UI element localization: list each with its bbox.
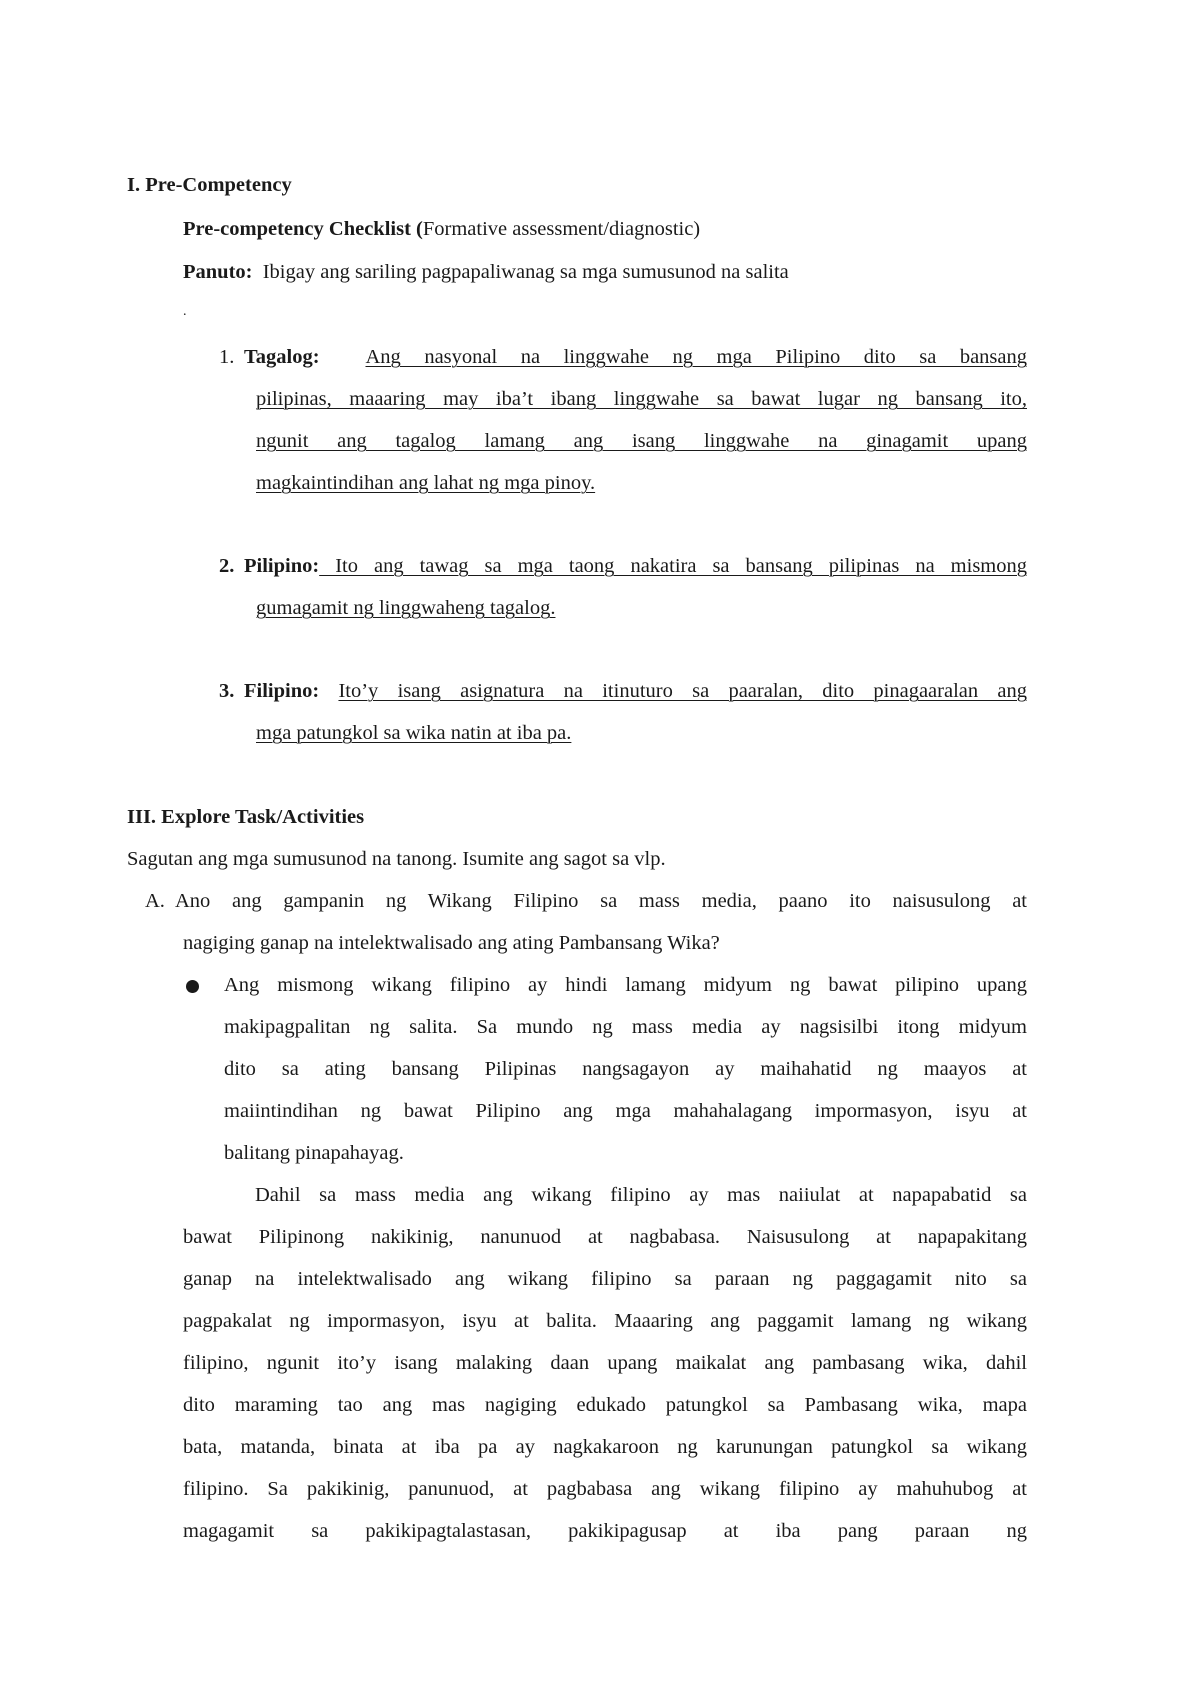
question-letter: A. (145, 890, 165, 912)
item-pilipino-text-2: gumagamit ng linggwaheng tagalog. (256, 597, 556, 619)
paragraph-text-5: filipino, ngunit ito’y isang malaking daan upang maikalat ang pambasang wika, dahil (183, 1352, 1027, 1374)
item-number-3: 3. (219, 680, 235, 702)
item-pilipino-line-1 (244, 555, 1027, 578)
item-tagalog-line-3 (256, 430, 1027, 453)
paragraph-text-2: bawat Pilipinong nakikinig, nanunuod at nagbabasa. Naisusulong at napapakitang (183, 1226, 1027, 1248)
item-filipino-text-2: mga patungkol sa wika natin at iba pa. (256, 722, 572, 744)
item-pilipino-text-1: Ito ang tawag sa mga taong nakatira sa bansang pilipinas na mismong (319, 555, 1027, 577)
paragraph-text-7: bata, matanda, binata at iba pa ay nagkakaroon ng karunungan patungkol sa wikang (183, 1436, 1027, 1458)
bullet-text-2: makipagpalitan ng salita. Sa mundo ng mass media ay nagsisilbi itong midyum (224, 1016, 1027, 1038)
checklist-label: Pre-competency Checklist ( (183, 218, 423, 240)
paragraph-text-4: pagpakalat ng impormasyon, isyu at balita. Maaaring ang paggamit lamang ng wikang (183, 1310, 1027, 1332)
bullet-icon (186, 980, 199, 993)
item-tagalog-text-1: Ang nasyonal na linggwahe ng mga Pilipino dito sa bansang (365, 346, 1027, 368)
paragraph-text-6: dito maraming tao ang mas nagiging edukado patungkol sa Pambasang wika, mapa (183, 1394, 1027, 1416)
item-number-1: 1. (219, 346, 235, 368)
paragraph-text-8: filipino. Sa pakikinig, panunuod, at pagbabasa ang wikang filipino ay mahuhubog at (183, 1478, 1027, 1500)
item-term-pilipino: Pilipino: (244, 555, 320, 577)
item-tagalog-line-1 (244, 346, 1027, 369)
bullet-line-4 (224, 1100, 1027, 1123)
checklist-description: Formative assessment/diagnostic) (422, 218, 701, 240)
bullet-line-2 (224, 1016, 1027, 1039)
explore-instruction: Sagutan ang mga sumusunod na tanong. Isumite ang sagot sa vlp. (127, 848, 666, 870)
item-number-2: 2. (219, 555, 235, 577)
bullet-text-3: dito sa ating bansang Pilipinas nangsagayon ay maihahatid ng maayos at (224, 1058, 1027, 1080)
item-filipino-text-1: Ito’y isang asignatura na itinuturo sa paaralan, dito pinagaaralan ang (338, 680, 1027, 702)
item-tagalog-text-2: pilipinas, maaaring may iba’t ibang linggwahe sa bawat lugar ng bansang ito, (256, 388, 1027, 410)
checklist-line (183, 218, 700, 241)
paragraph-line-4 (183, 1310, 1027, 1333)
bullet-line-1 (224, 974, 1027, 997)
item-term-filipino: Filipino: (244, 680, 320, 702)
bullet-text-4: maiintindihan ng bawat Pilipino ang mga mahahalagang impormasyon, isyu at (224, 1100, 1027, 1122)
paragraph-line-2 (183, 1226, 1027, 1249)
paragraph-line-8 (183, 1478, 1027, 1501)
paragraph-line-1 (255, 1184, 1027, 1207)
question-text-2: nagiging ganap na intelektwalisado ang ating Pambansang Wika? (183, 932, 720, 954)
item-filipino-line-1 (244, 680, 1027, 703)
paragraph-line-6 (183, 1394, 1027, 1417)
paragraph-line-3 (183, 1268, 1027, 1291)
item-term-tagalog: Tagalog: (244, 346, 320, 368)
paragraph-line-7 (183, 1436, 1027, 1459)
paragraph-text-1: Dahil sa mass media ang wikang filipino ay mas naiiulat at napapabatid sa (255, 1184, 1027, 1206)
stray-dot: . (183, 304, 187, 319)
paragraph-line-5 (183, 1352, 1027, 1375)
section-heading-pre-competency: I. Pre-Competency (127, 174, 292, 196)
item-tagalog-text-3: ngunit ang tagalog lamang ang isang linggwahe na ginagamit upang (256, 430, 1027, 452)
item-tagalog-line-2 (256, 388, 1027, 411)
panuto-text: Ibigay ang sariling pagpapaliwanag sa mga sumusunod na salita (262, 261, 789, 283)
panuto-label: Panuto: (183, 261, 253, 283)
question-line-1 (175, 890, 1027, 913)
paragraph-line-9 (183, 1520, 1027, 1543)
panuto-line (183, 261, 789, 284)
bullet-line-3 (224, 1058, 1027, 1081)
bullet-text-5: balitang pinapahayag. (224, 1142, 404, 1164)
bullet-text-1: Ang mismong wikang filipino ay hindi lamang midyum ng bawat pilipino upang (224, 974, 1027, 996)
section-heading-explore: III. Explore Task/Activities (127, 806, 365, 828)
item-tagalog-text-4: magkaintindihan ang lahat ng mga pinoy. (256, 472, 596, 494)
paragraph-text-3: ganap na intelektwalisado ang wikang filipino sa paraan ng paggagamit nito sa (183, 1268, 1027, 1290)
question-text-1: Ano ang gampanin ng Wikang Filipino sa mass media, paano ito naisusulong at (175, 890, 1027, 912)
paragraph-text-9: magagamit sa pakikipagtalastasan, pakikipagusap at iba pang paraan ng (183, 1520, 1027, 1542)
